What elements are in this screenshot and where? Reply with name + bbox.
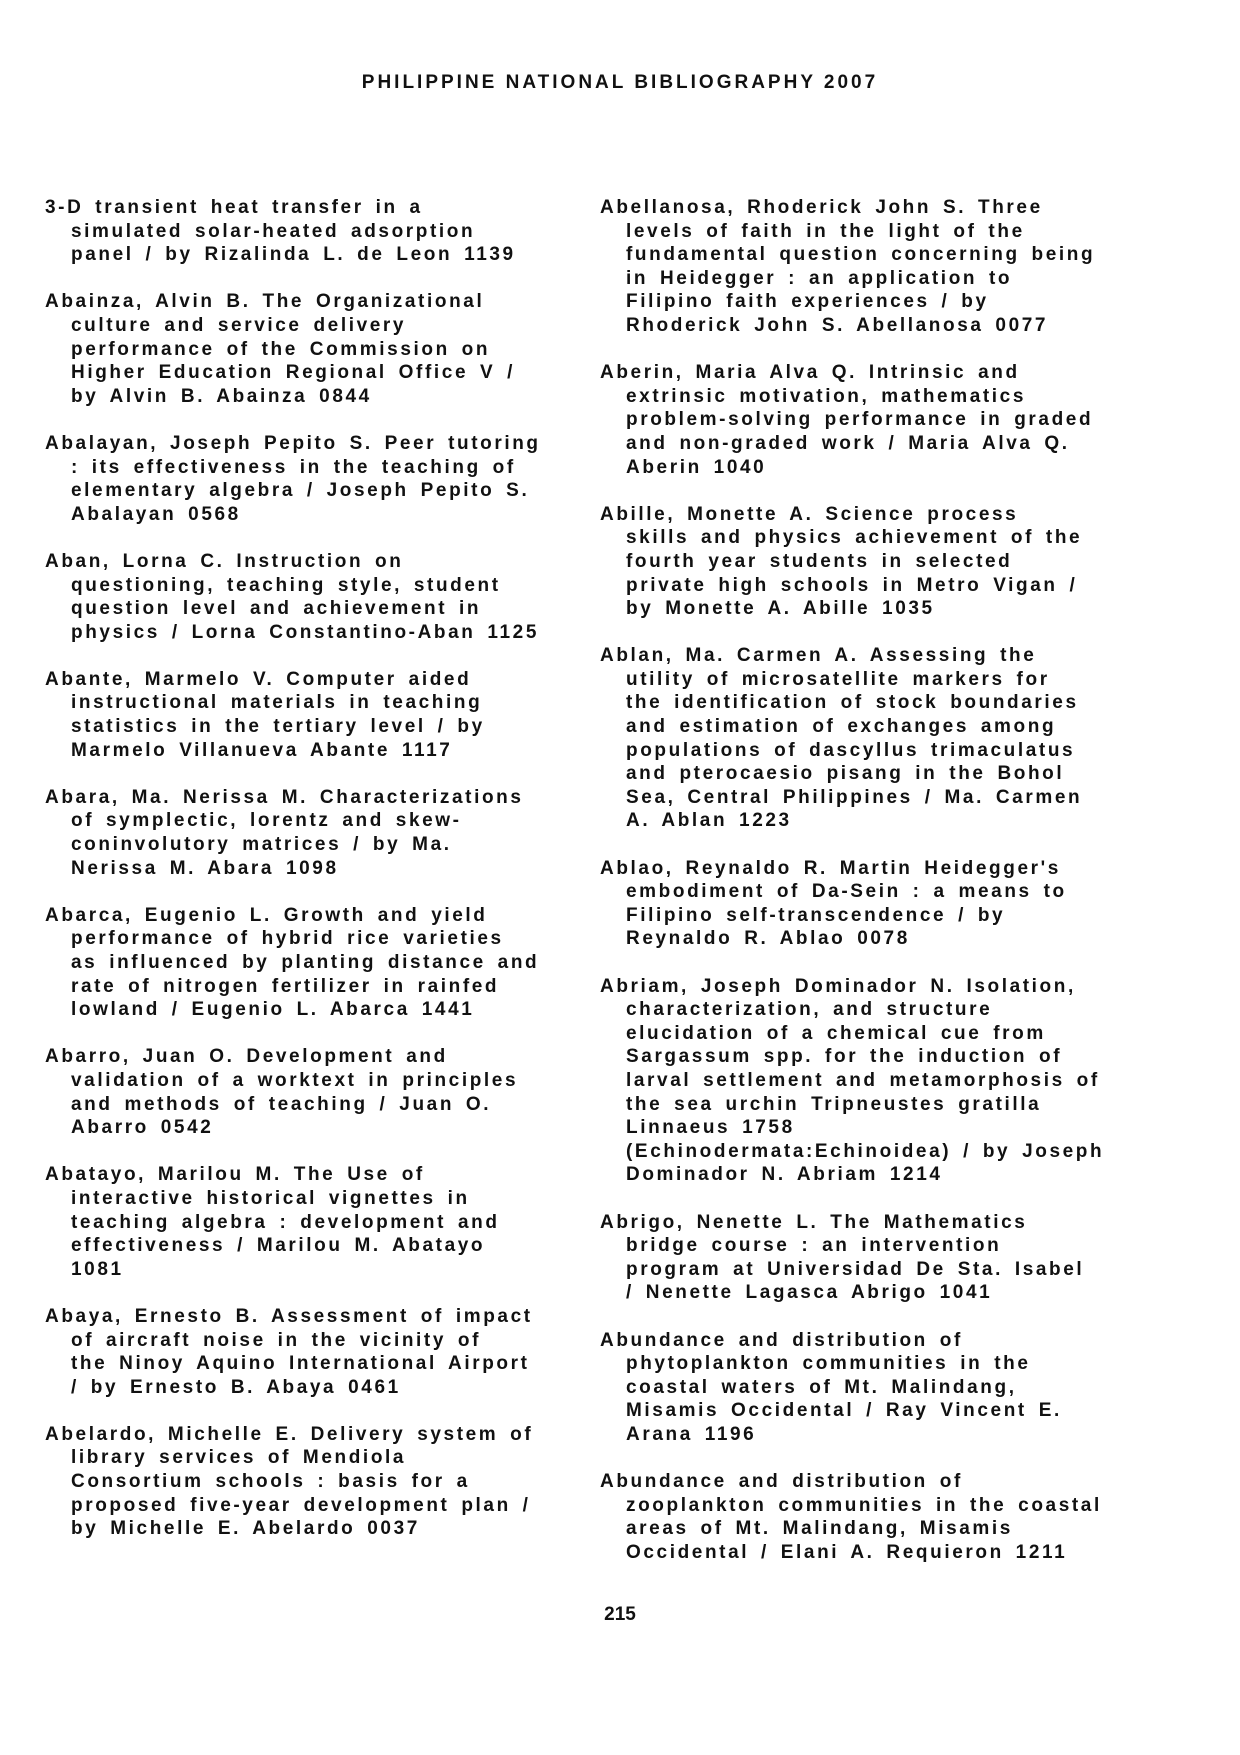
- bibliography-entry: Ablao, Reynaldo R. Martin Heidegger's embodiment of Da-Sein : a means to Filipino self-transcendence / by Reynaldo R. Ablao 0078: [600, 857, 1067, 950]
- bibliography-entry: Abainza, Alvin B. The Organizational culture and service delivery performance of the Commission on Higher Education Regional Office V / by Alvin B. Abainza 0844: [45, 291, 516, 407]
- bibliography-entry: Abara, Ma. Nerissa M. Characterizations of symplectic, lorentz and skew- coninvolutory matrices / by Ma. Nerissa M. Abara 1098: [45, 786, 524, 879]
- bibliography-entry: Abalayan, Joseph Pepito S. Peer tutoring : its effectiveness in the teaching of elementary algebra / Joseph Pepito S. Abalayan 0568: [45, 432, 541, 525]
- bibliography-entry: Abriam, Joseph Dominador N. Isolation, characterization, and structure elucidation of a chemical cue from Sargassum spp. for the induction of larval settlement and metamorphosis of the sea urchin Tripneustes gratilla Linnaeus 1758 (Echinodermata:Echinoidea) / by Joseph Dominador N. Abriam 1214: [600, 975, 1105, 1186]
- bibliography-entry: Abarca, Eugenio L. Growth and yield performance of hybrid rice varieties as influenced by planting distance and rate of nitrogen fertilizer in rainfed lowland / Eugenio L. Abarca 1441: [45, 904, 540, 1021]
- page-number: 215: [604, 1604, 636, 1625]
- left-column: [45, 196, 585, 1564]
- bibliography-entry: Aban, Lorna C. Instruction on questioning, teaching style, student question level and achievement in physics / Lorna Constantino-Aban 1125: [45, 550, 539, 643]
- bibliography-entry: 3-D transient heat transfer in a simulated solar-heated adsorption panel / by Rizalinda L. de Leon 1139: [45, 197, 516, 266]
- bibliography-entry: Abelardo, Michelle E. Delivery system of library services of Mendiola Consortium schools : basis for a proposed five-year development plan / by Michelle E. Abelardo 0037: [45, 1423, 534, 1540]
- bibliography-entry: Aberin, Maria Alva Q. Intrinsic and extrinsic motivation, mathematics problem-solving performance in graded and non-graded work / Maria Alva Q. Aberin 1040: [600, 362, 1094, 478]
- page-header: PHILIPPINE NATIONAL BIBLIOGRAPHY 2007: [361, 72, 879, 93]
- bibliography-entry: Abundance and distribution of phytoplankton communities in the coastal waters of Mt. Malindang, Misamis Occidental / Ray Vincent E. Arana 1196: [600, 1329, 1062, 1445]
- bibliography-entry: Abellanosa, Rhoderick John S. Three levels of faith in the light of the fundamental question concerning being in Heidegger : an application to Filipino faith experiences / by Rhoderick John S. Abellanosa 0077: [600, 197, 1096, 336]
- bibliography-entry: Abrigo, Nenette L. The Mathematics bridge course : an intervention program at Universidad De Sta. Isabel / Nenette Lagasca Abrigo 1041: [600, 1211, 1085, 1304]
- bibliography-entry: Abille, Monette A. Science process skills and physics achievement of the fourth year students in selected private high schools in Metro Vigan / by Monette A. Abille 1035: [600, 503, 1083, 620]
- right-column: [600, 196, 1140, 1588]
- bibliography-entry: Abarro, Juan O. Development and validation of a worktext in principles and methods of teaching / Juan O. Abarro 0542: [45, 1046, 519, 1139]
- bibliography-entry: Abante, Marmelo V. Computer aided instructional materials in teaching statistics in the tertiary level / by Marmelo Villanueva Abante 1117: [45, 668, 485, 761]
- bibliography-entry: Ablan, Ma. Carmen A. Assessing the utility of microsatellite markers for the identification of stock boundaries and estimation of exchanges among populations of dascyllus trimaculatus and pterocaesio pisang in the Bohol Sea, Central Philippines / Ma. Carmen A. Ablan 1223: [600, 645, 1083, 832]
- bibliography-entry: Abatayo, Marilou M. The Use of interactive historical vignettes in teaching algebra : development and effectiveness / Marilou M. Abatayo 1081: [45, 1164, 500, 1280]
- bibliography-entry: Abaya, Ernesto B. Assessment of impact of aircraft noise in the vicinity of the Ninoy Aquino International Airport / by Ernesto B. Abaya 0461: [45, 1305, 533, 1398]
- bibliography-entry: Abundance and distribution of zooplankton communities in the coastal areas of Mt. Malindang, Misamis Occidental / Elani A. Requieron 1211: [600, 1471, 1102, 1563]
